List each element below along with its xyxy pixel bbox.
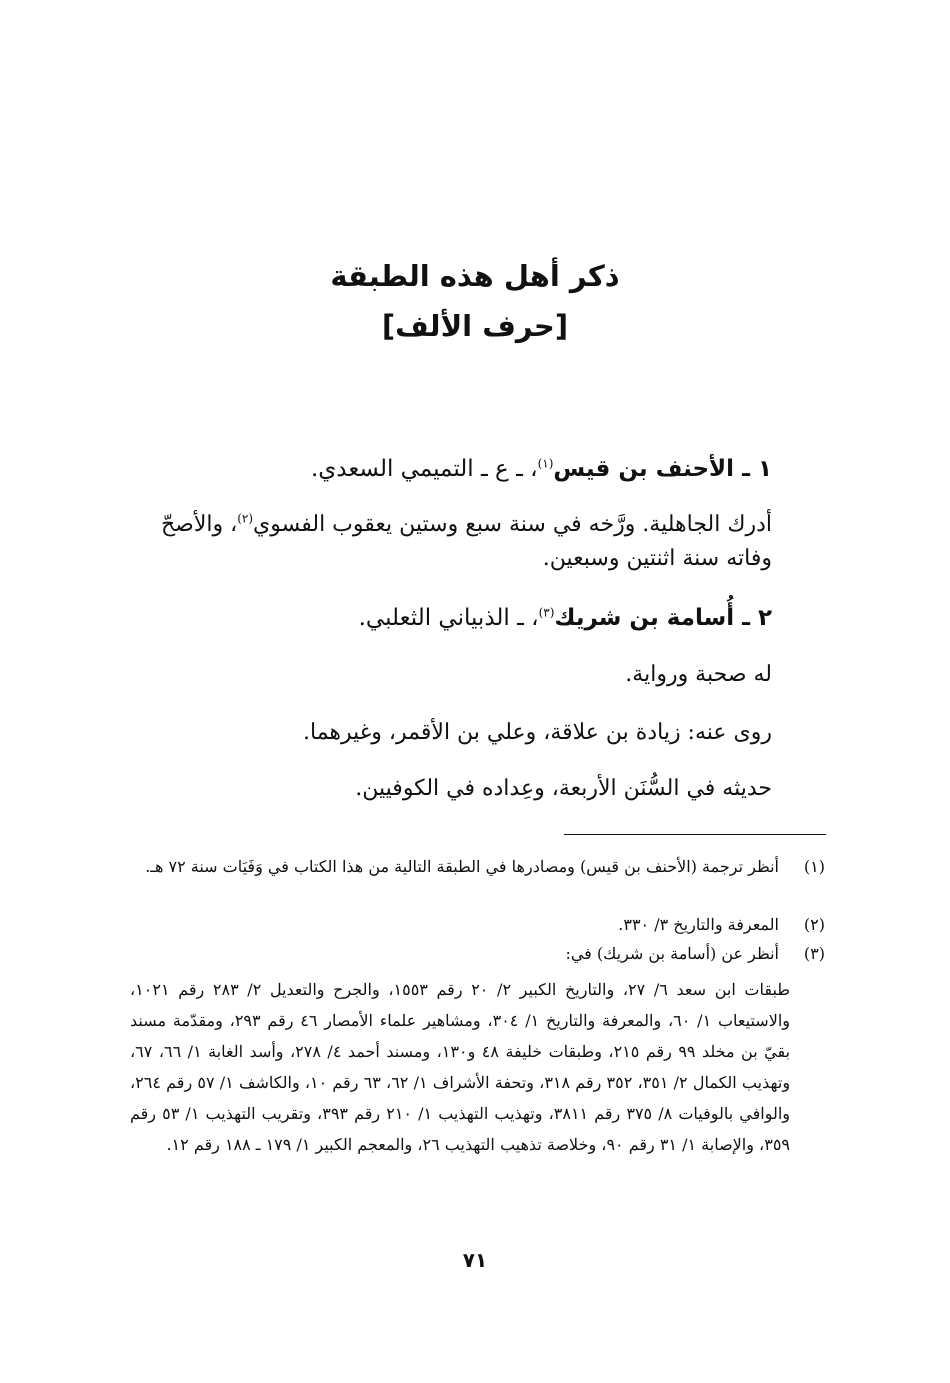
footnote-3-references: طبقات ابن سعد ٦/ ٢٧، والتاريخ الكبير ٢/ ٢٠ رقم ١٥٥٣، والجرح والتعديل ٢/ ٢٨٣ رقم ١٠٢١، والاستيعاب ١/ ٦٠، والمعرفة والتاريخ ١/ ٣٠٤، ومشاهير علماء الأمصار ٤٦ رقم ٢٩٣، ومقدّمة مسند بقيّ بن مخلد ٩٩ رقم ٢١٥، وطبقات خليفة ٤٨ و١٣٠، ومسند أحمد ٤/ ٢٧٨، وأسد الغابة ١/ ٦٦، ٦٧، وتهذيب الكمال ٢/ ٣٥١، ٣٥٢ رقم ٣١٨، وتحفة الأشراف ١/ ٦٢، ٦٣ رقم ١٠، والكاشف ١/ ٥٧ رقم ٢٦٤، والوافي بالوفيات ٨/ ٣٧٥ رقم ٣٨١١، وتهذيب التهذيب ١/ ٢١٠ رقم ٣٩٣، وتقريب التهذيب ١/ ٥٣ رقم ٣٥٩، والإصابة ١/ ٣١ رقم ٩٠، وخلاصة تذهيب التهذيب ٢٦، والمعجم الكبير ١/ ١٧٩ ـ ١٨٨ رقم ١٢. — [130, 980, 791, 1154]
footnote-3-number: (٣) — [803, 944, 825, 963]
entry-2-companion-note: له صحبة ورواية. — [625, 662, 772, 687]
footnote-2-text: المعرفة والتاريخ ٣/ ٣٣٠. — [618, 915, 779, 934]
entry-2-descriptor: ، ـ الذبياني الثعلبي. — [358, 605, 539, 631]
footnote-ref-2: (٢) — [237, 511, 254, 526]
section-title: ذكر أهل هذه الطبقة — [330, 259, 620, 293]
footnote-2 — [130, 911, 825, 939]
footnote-ref-3: (٣) — [538, 605, 555, 620]
entry-1-text-b: ، والأصحّ وفاته سنة اثنتين وسبعين. — [160, 512, 772, 571]
footnote-1-number: (١) — [803, 857, 825, 876]
footnote-ref-1: (١) — [537, 456, 554, 471]
entry-2-name: ٢ ـ أُسامة بن شريك — [554, 605, 772, 631]
page-number: ٧١ — [462, 1248, 488, 1272]
footnote-separator — [564, 834, 826, 835]
footnote-3 — [130, 940, 825, 968]
footnote-2-number: (٢) — [803, 915, 825, 934]
entry-1-paragraph — [120, 508, 772, 576]
footnote-1-text: أنظر ترجمة (الأحنف بن قيس) ومصادرها في الطبقة التالية من هذا الكتاب في وَفَيَات سنة ٧٢ هـ. — [145, 857, 779, 876]
footnote-1 — [130, 853, 825, 881]
entry-2-heading — [359, 601, 772, 635]
entry-2-hadith-note: حديثه في السُّنَن الأربعة، وعِداده في الكوفيين. — [355, 776, 772, 801]
entry-1-text-a: أدرك الجاهلية. ورَّخه في سنة سبع وستين يعقوب الفسوي — [253, 512, 772, 537]
entry-1-heading — [311, 452, 772, 486]
entry-1-name: ١ ـ الأحنف بن قيس — [553, 456, 772, 482]
entry-2-narrators: روى عنه: زيادة بن علاقة، وعلي بن الأقمر، وغيرهما. — [303, 720, 772, 745]
section-subtitle: [حرف الألف] — [381, 309, 569, 343]
footnote-3-text: أنظر عن (أسامة بن شريك) في: — [565, 944, 779, 963]
entry-1-descriptor: ، ـ ع ـ التميمي السعدي. — [310, 456, 538, 482]
